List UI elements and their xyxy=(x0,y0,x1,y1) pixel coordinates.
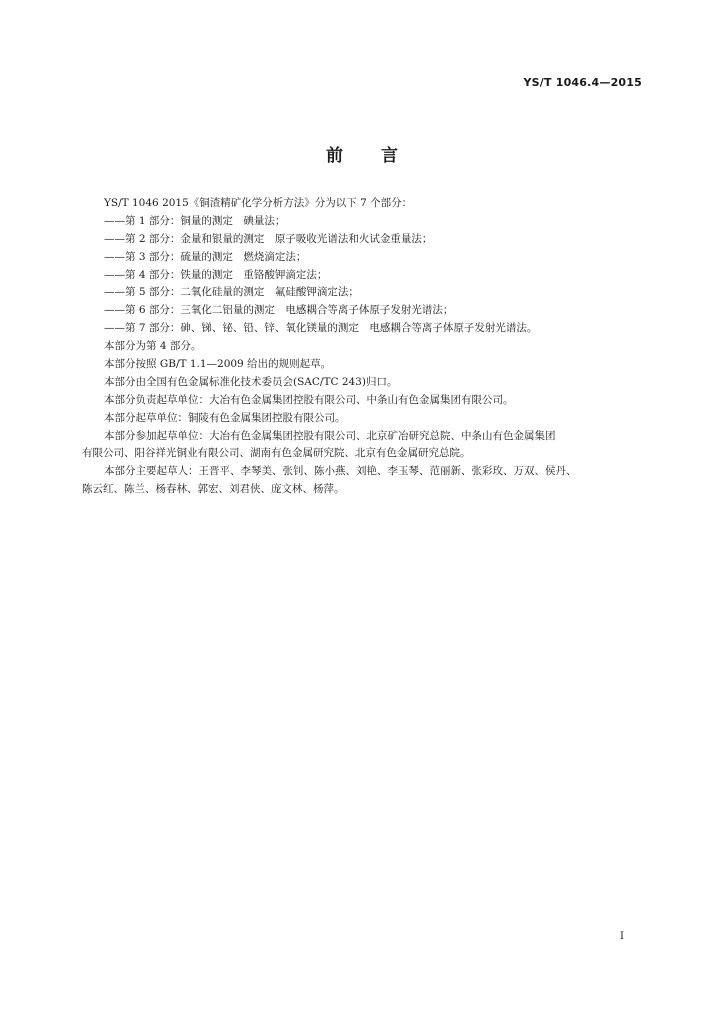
part-list-item: ——第 4 部分：铁量的测定 重铬酸钾滴定法； xyxy=(104,268,328,281)
page-title: 前言 xyxy=(326,146,436,166)
participating-units-line-1: 本部分参加起草单位：大冶有色金属集团控股有限公司、北京矿冶研究总院、中条山有色金属集团 xyxy=(104,429,556,442)
drafters-line-2: 陈云红、陈兰、杨春林、郭宏、刘君侠、庞文林、杨萍。 xyxy=(82,483,345,496)
part-list-item: ——第 7 部分：砷、锑、铋、铅、锌、氧化镁量的测定 电感耦合等离子体原子发射光谱法。 xyxy=(104,322,538,335)
responsible-units: 本部分负责起草单位：大冶有色金属集团控股有限公司、中条山有色金属集团有限公司。 xyxy=(104,393,514,406)
page-number: I xyxy=(620,931,624,942)
standard-code: YS/T 1046.4—2015 xyxy=(523,76,642,89)
part-list-item: ——第 2 部分：金量和银量的测定 原子吸收光谱法和火试金重量法； xyxy=(104,232,433,245)
part-list-item: ——第 5 部分：二氧化硅量的测定 氟硅酸钾滴定法； xyxy=(104,286,359,299)
drafting-unit: 本部分起草单位：铜陵有色金属集团控股有限公司。 xyxy=(104,411,346,424)
intro-paragraph: YS/T 1046 2015《铜渣精矿化学分析方法》分为以下 7 个部分： xyxy=(104,197,413,209)
part-list-item: ——第 6 部分：三氧化二铝量的测定 电感耦合等离子体原子发射光谱法； xyxy=(104,304,454,317)
part-statement: 本部分为第 4 部分。 xyxy=(104,340,202,353)
drafters-line-1: 本部分主要起草人：王晋平、李琴美、张钊、陈小燕、刘艳、李玉琴、范丽新、张彩玫、万双、侯丹、 xyxy=(104,465,577,478)
participating-units-line-2: 有限公司、阳谷祥光铜业有限公司、湖南有色金属研究院、北京有色金属研究总院。 xyxy=(82,447,471,460)
drafting-rules: 本部分按照 GB/T 1.1—2009 给出的规则起草。 xyxy=(104,358,332,371)
document-body xyxy=(82,195,644,499)
part-list-item: ——第 3 部分：硫量的测定 燃烧滴定法； xyxy=(104,250,307,263)
centralized-by: 本部分由全国有色金属标准化技术委员会(SAC/TC 243)归口。 xyxy=(104,375,398,388)
part-list-item: ——第 1 部分：铜量的测定 碘量法； xyxy=(104,214,286,227)
